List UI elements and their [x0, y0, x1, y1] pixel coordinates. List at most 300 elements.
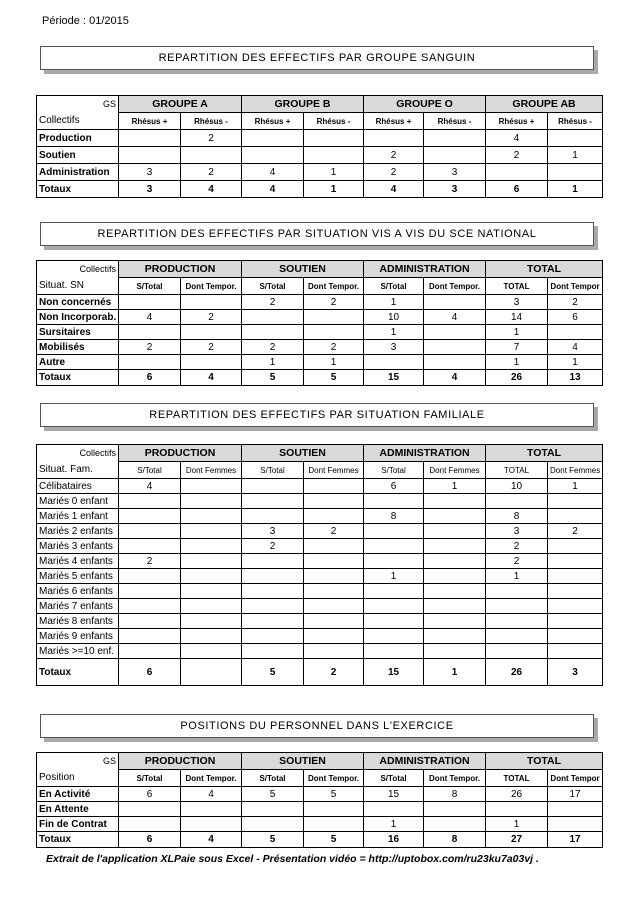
sub-header-row — [37, 278, 603, 295]
row-label: Mobilisés — [37, 340, 119, 355]
cell-value: 2 — [364, 164, 424, 181]
cell-value — [424, 295, 486, 310]
cell-value — [119, 584, 181, 599]
cell-value — [242, 817, 304, 832]
cell-value — [242, 802, 304, 817]
sub-header: Rhésus - — [304, 113, 364, 130]
table-row — [37, 164, 603, 181]
cell-value — [242, 644, 304, 659]
cell-value — [424, 539, 486, 554]
corner-label: Collectifs — [37, 261, 119, 278]
cell-value — [424, 644, 486, 659]
total-row — [37, 659, 603, 686]
row-label: Mariés 1 enfant — [37, 509, 119, 524]
cell-value — [548, 569, 603, 584]
cell-value — [304, 130, 364, 147]
sub-header: S/Total — [119, 462, 181, 479]
sub-header: Dont Tempor. — [424, 770, 486, 787]
cell-value — [548, 644, 603, 659]
table-row — [37, 539, 603, 554]
cell-value — [364, 554, 424, 569]
cell-value — [119, 524, 181, 539]
table-row — [37, 554, 603, 569]
group-header: SOUTIEN — [242, 753, 364, 770]
sub-header: Rhésus + — [486, 113, 548, 130]
cell-value — [424, 325, 486, 340]
group-header-row — [37, 261, 603, 278]
cell-value — [181, 584, 242, 599]
sub-header: Dont Tempor — [548, 770, 603, 787]
total-row — [37, 181, 603, 198]
cell-value — [304, 310, 364, 325]
total-value: 5 — [304, 370, 364, 386]
total-value: 5 — [242, 370, 304, 386]
row-header-label: Collectifs — [37, 113, 119, 130]
cell-value: 4 — [181, 787, 242, 802]
row-label: En Attente — [37, 802, 119, 817]
sub-header: Rhésus + — [119, 113, 181, 130]
cell-value — [119, 802, 181, 817]
cell-value: 10 — [364, 310, 424, 325]
table-situation-familiale — [36, 444, 603, 686]
sub-header: Rhésus - — [548, 113, 603, 130]
table-row — [37, 494, 603, 509]
table-row — [37, 340, 603, 355]
sub-header: Rhésus + — [242, 113, 304, 130]
cell-value — [424, 817, 486, 832]
table-row — [37, 817, 603, 832]
cell-value: 1 — [364, 569, 424, 584]
table-row — [37, 479, 603, 494]
total-value: 26 — [486, 370, 548, 386]
sub-header: Dont Femmes — [181, 462, 242, 479]
sub-header: S/Total — [242, 770, 304, 787]
cell-value — [242, 554, 304, 569]
cell-value: 2 — [304, 340, 364, 355]
row-label: Mariés 9 enfants — [37, 629, 119, 644]
total-label: Totaux — [37, 181, 119, 198]
row-label: Mariés >=10 enf. — [37, 644, 119, 659]
cell-value: 4 — [119, 479, 181, 494]
cell-value: 5 — [242, 787, 304, 802]
row-label: Mariés 3 enfants — [37, 539, 119, 554]
total-value: 4 — [364, 181, 424, 198]
sub-header: Rhésus - — [181, 113, 242, 130]
cell-value: 1 — [304, 355, 364, 370]
total-value: 4 — [424, 370, 486, 386]
total-value: 5 — [242, 832, 304, 848]
group-header-row — [37, 753, 603, 770]
cell-value — [548, 554, 603, 569]
total-value: 15 — [364, 659, 424, 686]
cell-value — [364, 584, 424, 599]
cell-value — [548, 614, 603, 629]
cell-value: 1 — [486, 325, 548, 340]
cell-value: 2 — [242, 295, 304, 310]
row-label: Autre — [37, 355, 119, 370]
row-label: En Activité — [37, 787, 119, 802]
cell-value — [364, 644, 424, 659]
group-header: TOTAL — [486, 261, 603, 278]
cell-value: 6 — [364, 479, 424, 494]
total-value: 3 — [548, 659, 603, 686]
section-title-positions: POSITIONS DU PERSONNEL DANS L'EXERCICE — [40, 714, 594, 738]
sub-header: Dont Tempor. — [181, 278, 242, 295]
group-header: PRODUCTION — [119, 445, 242, 462]
cell-value — [181, 147, 242, 164]
total-value: 4 — [181, 832, 242, 848]
cell-value: 2 — [486, 147, 548, 164]
cell-value — [304, 325, 364, 340]
cell-value — [486, 164, 548, 181]
sub-header: Rhésus + — [364, 113, 424, 130]
sub-header: Dont Tempor. — [304, 770, 364, 787]
cell-value — [119, 355, 181, 370]
table-row — [37, 147, 603, 164]
total-value: 1 — [304, 181, 364, 198]
cell-value — [304, 629, 364, 644]
cell-value: 4 — [242, 164, 304, 181]
total-value: 5 — [242, 659, 304, 686]
sub-header: Dont Femmes — [424, 462, 486, 479]
cell-value — [486, 494, 548, 509]
cell-value — [119, 599, 181, 614]
sub-header: TOTAL — [486, 462, 548, 479]
group-header: PRODUCTION — [119, 261, 242, 278]
group-header-row — [37, 445, 603, 462]
cell-value: 2 — [548, 295, 603, 310]
cell-value — [424, 130, 486, 147]
total-value: 5 — [304, 832, 364, 848]
group-header: ADMINISTRATION — [364, 445, 486, 462]
sub-header-row — [37, 113, 603, 130]
group-header: PRODUCTION — [119, 753, 242, 770]
total-value: 3 — [119, 181, 181, 198]
cell-value — [424, 599, 486, 614]
cell-value — [364, 524, 424, 539]
cell-value — [242, 147, 304, 164]
cell-value — [548, 539, 603, 554]
sub-header: S/Total — [119, 770, 181, 787]
total-value: 6 — [119, 370, 181, 386]
cell-value — [181, 644, 242, 659]
row-header-label: Position — [37, 770, 119, 787]
sub-header: Dont Tempor — [548, 278, 603, 295]
cell-value: 2 — [548, 524, 603, 539]
cell-value — [119, 644, 181, 659]
cell-value — [304, 569, 364, 584]
row-label: Non concernés — [37, 295, 119, 310]
cell-value — [424, 584, 486, 599]
cell-value — [304, 147, 364, 164]
cell-value — [486, 584, 548, 599]
cell-value: 3 — [424, 164, 486, 181]
cell-value — [364, 599, 424, 614]
cell-value — [242, 629, 304, 644]
cell-value — [119, 569, 181, 584]
section-title-situation-familiale: REPARTITION DES EFFECTIFS PAR SITUATION FAMILIALE — [40, 403, 594, 427]
cell-value: 2 — [304, 295, 364, 310]
cell-value: 5 — [304, 787, 364, 802]
table-row — [37, 355, 603, 370]
cell-value: 7 — [486, 340, 548, 355]
cell-value: 1 — [364, 295, 424, 310]
cell-value — [119, 494, 181, 509]
cell-value — [181, 509, 242, 524]
cell-value: 1 — [424, 479, 486, 494]
footer-note: Extrait de l'application XLPaie sous Excel - Présentation vidéo = http://uptobox.com/ru23ku7a03vj . — [46, 853, 539, 865]
sub-header: Dont Tempor. — [424, 278, 486, 295]
row-header-label: Situat. SN — [37, 278, 119, 295]
cell-value: 8 — [364, 509, 424, 524]
table-row — [37, 130, 603, 147]
cell-value: 1 — [548, 479, 603, 494]
cell-value: 2 — [119, 340, 181, 355]
total-value: 17 — [548, 832, 603, 848]
cell-value: 2 — [181, 130, 242, 147]
cell-value — [242, 509, 304, 524]
cell-value — [119, 817, 181, 832]
row-label: Production — [37, 130, 119, 147]
cell-value: 2 — [181, 164, 242, 181]
cell-value: 2 — [364, 147, 424, 164]
corner-label: Collectifs — [37, 445, 119, 462]
sub-header: Dont Tempor. — [304, 278, 364, 295]
cell-value — [548, 494, 603, 509]
cell-value — [364, 355, 424, 370]
cell-value — [242, 569, 304, 584]
table-row — [37, 509, 603, 524]
row-label: Mariés 4 enfants — [37, 554, 119, 569]
cell-value — [242, 325, 304, 340]
periode-label: Période : 01/2015 — [42, 15, 129, 27]
row-label: Mariés 7 enfants — [37, 599, 119, 614]
cell-value — [548, 629, 603, 644]
cell-value — [424, 629, 486, 644]
cell-value: 6 — [548, 310, 603, 325]
row-label: Soutien — [37, 147, 119, 164]
cell-value — [304, 644, 364, 659]
cell-value — [304, 494, 364, 509]
table-row — [37, 614, 603, 629]
row-label: Sursitaires — [37, 325, 119, 340]
total-value: 15 — [364, 370, 424, 386]
total-value: 2 — [304, 659, 364, 686]
cell-value — [486, 644, 548, 659]
cell-value — [181, 355, 242, 370]
cell-value: 1 — [548, 147, 603, 164]
group-header: SOUTIEN — [242, 261, 364, 278]
cell-value — [119, 295, 181, 310]
sub-header: Dont Femmes — [548, 462, 603, 479]
cell-value — [548, 130, 603, 147]
total-value: 4 — [242, 181, 304, 198]
cell-value — [364, 614, 424, 629]
cell-value — [364, 539, 424, 554]
cell-value: 14 — [486, 310, 548, 325]
cell-value — [424, 494, 486, 509]
corner-label: GS — [37, 753, 119, 770]
cell-value — [424, 524, 486, 539]
cell-value: 1 — [242, 355, 304, 370]
sub-header: TOTAL — [486, 278, 548, 295]
cell-value: 2 — [181, 310, 242, 325]
cell-value — [181, 295, 242, 310]
cell-value — [181, 479, 242, 494]
cell-value — [242, 599, 304, 614]
cell-value — [486, 802, 548, 817]
cell-value: 17 — [548, 787, 603, 802]
row-label: Non Incorporab. — [37, 310, 119, 325]
cell-value — [304, 479, 364, 494]
cell-value — [548, 599, 603, 614]
cell-value — [548, 325, 603, 340]
row-header-label: Situat. Fam. — [37, 462, 119, 479]
cell-value — [181, 599, 242, 614]
cell-value — [424, 569, 486, 584]
cell-value — [181, 817, 242, 832]
cell-value — [242, 494, 304, 509]
cell-value — [364, 802, 424, 817]
table-row — [37, 584, 603, 599]
cell-value: 4 — [548, 340, 603, 355]
cell-value — [548, 802, 603, 817]
cell-value: 26 — [486, 787, 548, 802]
cell-value: 2 — [119, 554, 181, 569]
cell-value — [304, 584, 364, 599]
total-value: 6 — [486, 181, 548, 198]
row-label: Mariés 6 enfants — [37, 584, 119, 599]
cell-value — [119, 614, 181, 629]
total-label: Totaux — [37, 659, 119, 686]
cell-value — [364, 494, 424, 509]
cell-value — [119, 539, 181, 554]
cell-value: 1 — [548, 355, 603, 370]
cell-value — [181, 524, 242, 539]
table-row — [37, 629, 603, 644]
cell-value: 8 — [424, 787, 486, 802]
cell-value: 2 — [181, 340, 242, 355]
cell-value — [424, 147, 486, 164]
cell-value: 3 — [119, 164, 181, 181]
cell-value — [304, 509, 364, 524]
cell-value — [181, 494, 242, 509]
cell-value — [181, 569, 242, 584]
cell-value: 8 — [486, 509, 548, 524]
cell-value — [304, 539, 364, 554]
cell-value — [304, 802, 364, 817]
cell-value: 4 — [486, 130, 548, 147]
cell-value — [119, 509, 181, 524]
row-label: Mariés 8 enfants — [37, 614, 119, 629]
sub-header: TOTAL — [486, 770, 548, 787]
cell-value: 1 — [486, 569, 548, 584]
cell-value — [181, 325, 242, 340]
cell-value — [119, 147, 181, 164]
total-value: 13 — [548, 370, 603, 386]
table-row — [37, 325, 603, 340]
sub-header: S/Total — [242, 278, 304, 295]
total-label: Totaux — [37, 832, 119, 848]
cell-value — [486, 599, 548, 614]
cell-value — [119, 629, 181, 644]
cell-value — [242, 584, 304, 599]
cell-value: 1 — [304, 164, 364, 181]
group-header: GROUPE AB — [486, 96, 603, 113]
cell-value: 1 — [364, 817, 424, 832]
cell-value — [486, 614, 548, 629]
group-header: GROUPE O — [364, 96, 486, 113]
table-row — [37, 802, 603, 817]
cell-value — [304, 554, 364, 569]
table-row — [37, 644, 603, 659]
cell-value — [242, 310, 304, 325]
cell-value — [181, 614, 242, 629]
total-value: 4 — [181, 370, 242, 386]
cell-value — [181, 629, 242, 644]
sub-header: S/Total — [364, 770, 424, 787]
cell-value: 2 — [304, 524, 364, 539]
table-service-national — [36, 260, 603, 386]
cell-value — [181, 802, 242, 817]
cell-value: 2 — [486, 539, 548, 554]
row-label: Mariés 2 enfants — [37, 524, 119, 539]
total-value: 6 — [119, 832, 181, 848]
cell-value — [181, 554, 242, 569]
group-header: SOUTIEN — [242, 445, 364, 462]
cell-value: 4 — [119, 310, 181, 325]
cell-value — [424, 340, 486, 355]
total-value: 6 — [119, 659, 181, 686]
table-row — [37, 569, 603, 584]
cell-value — [548, 584, 603, 599]
cell-value — [181, 539, 242, 554]
sub-header: S/Total — [364, 278, 424, 295]
row-label: Administration — [37, 164, 119, 181]
sub-header-row — [37, 770, 603, 787]
cell-value — [424, 554, 486, 569]
cell-value — [242, 130, 304, 147]
row-label: Célibataires — [37, 479, 119, 494]
group-header: TOTAL — [486, 445, 603, 462]
table-groupe-sanguin — [36, 95, 603, 198]
total-value: 26 — [486, 659, 548, 686]
cell-value: 3 — [364, 340, 424, 355]
table-row — [37, 310, 603, 325]
total-value: 8 — [424, 832, 486, 848]
sub-header: Dont Femmes — [304, 462, 364, 479]
cell-value — [548, 817, 603, 832]
cell-value — [304, 817, 364, 832]
table-row — [37, 787, 603, 802]
table-row — [37, 524, 603, 539]
cell-value — [304, 599, 364, 614]
group-header: GROUPE B — [242, 96, 364, 113]
section-title-groupe-sanguin: REPARTITION DES EFFECTIFS PAR GROUPE SANGUIN — [40, 46, 594, 70]
group-header: GROUPE A — [119, 96, 242, 113]
cell-value: 3 — [486, 524, 548, 539]
sub-header: S/Total — [119, 278, 181, 295]
cell-value — [304, 614, 364, 629]
cell-value: 3 — [242, 524, 304, 539]
cell-value — [242, 479, 304, 494]
total-value: 1 — [548, 181, 603, 198]
cell-value: 4 — [424, 310, 486, 325]
cell-value — [424, 355, 486, 370]
group-header: TOTAL — [486, 753, 603, 770]
cell-value — [364, 629, 424, 644]
sub-header: S/Total — [242, 462, 304, 479]
